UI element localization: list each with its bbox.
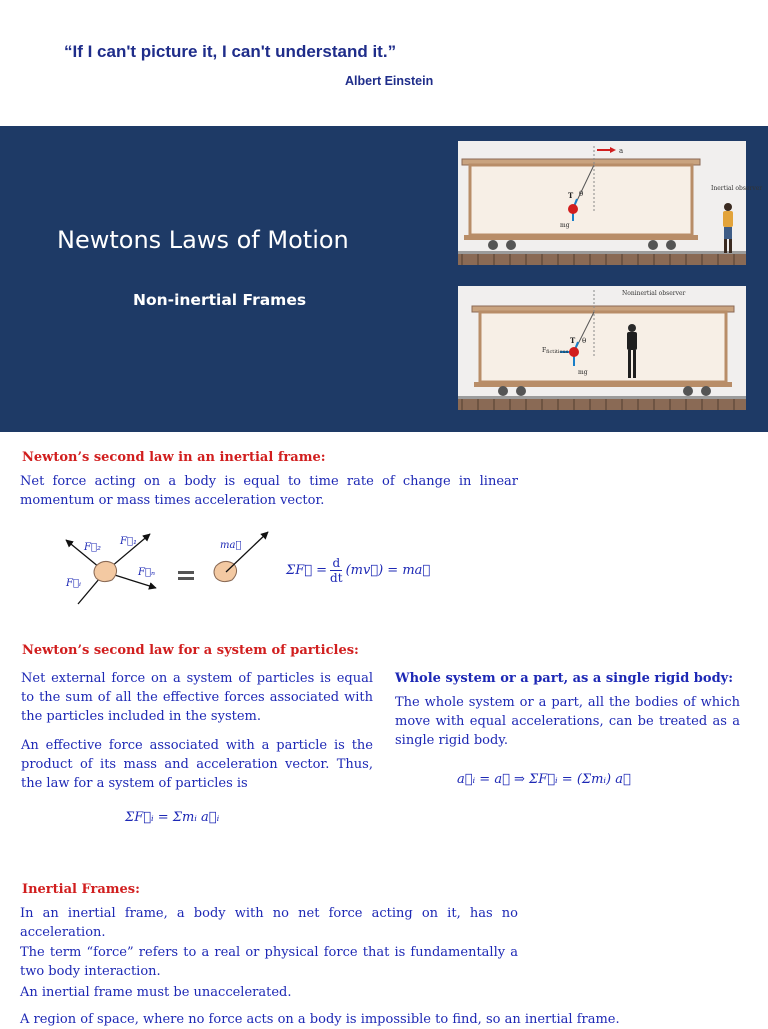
section1-body: Net force acting on a body is equal to time rate of change in linear momentum or mass times acceleration vector.	[20, 474, 518, 508]
quote-author: Albert Einstein	[345, 74, 434, 88]
newton-second-law-formula	[286, 556, 430, 585]
inertial-frame-figure	[458, 141, 763, 265]
formula-d: d	[332, 556, 341, 570]
theta-label-2: θ	[582, 337, 587, 345]
page-subtitle: Non-inertial Frames	[133, 291, 307, 309]
formula-dt: dt	[330, 571, 343, 585]
fictitious-force-label: Ffictitious	[542, 347, 569, 355]
rigid-body-formula: a⃗ᵢ = a⃗ ⇒ ΣF⃗ᵢ = (Σmᵢ) a⃗	[457, 772, 631, 787]
accel-label: a	[619, 147, 624, 155]
railcar-noninertial-illustration	[458, 286, 746, 410]
force-label-n: F⃗ₙ	[138, 567, 155, 578]
page-title: Newtons Laws of Motion	[57, 226, 349, 254]
observer-label: Inertial observer	[711, 185, 763, 192]
inertial-line-1: In an inertial frame, a body with no net force acting on it, has no acceleration.	[20, 906, 518, 940]
railcar-inertial-illustration	[458, 141, 763, 265]
force-diagram	[56, 528, 286, 608]
observer-label-2: Noninertial observer	[622, 290, 686, 297]
quote-text: “If I can't picture it, I can't understand it.”	[64, 42, 397, 61]
ma-label: ma⃗	[220, 540, 242, 551]
weight-label-2: mg	[578, 369, 588, 376]
inertial-line-4: A region of space, where no force acts on a body is impossible to find, so an inertial frame.	[20, 1012, 620, 1027]
formula-rest: (mv⃗) = ma⃗	[345, 563, 431, 578]
tension-label-2: T	[570, 336, 576, 345]
force-label-1: F⃗₁	[120, 536, 137, 547]
particle-system-formula: ΣF⃗ᵢ = Σmᵢ a⃗ᵢ	[125, 810, 220, 825]
theta-label: θ	[579, 190, 584, 198]
section-heading-particles: Newton’s second law for a system of particles:	[22, 643, 359, 658]
force-label-2: F⃗₂	[84, 542, 101, 553]
section-heading-inertial-frames: Inertial Frames:	[22, 882, 140, 897]
inertial-line-2: The term “force” refers to a real or physical force that is fundamentally a two body interaction.	[20, 945, 518, 979]
formula-sigma: ΣF⃗ =	[286, 563, 328, 578]
tension-label: T	[568, 191, 574, 200]
rigid-body-text: The whole system or a part, all the bodies of which move with equal accelerations, can be treated as a single rigid body.	[395, 695, 740, 748]
force-label-i: F⃗ᵢ	[66, 578, 81, 589]
formula-derivative	[330, 556, 343, 585]
section-heading-inertial-frame: Newton’s second law in an inertial frame:	[22, 450, 326, 465]
section2-para1: Net external force on a system of particles is equal to the sum of all the effective forces associated with the particles included in the system.	[21, 671, 373, 724]
section2-para2: An effective force associated with a particle is the product of its mass and acceleration vector. Thus, the law for a system of particles is	[21, 738, 373, 791]
rigid-body-heading: Whole system or a part, as a single rigid body:	[395, 671, 734, 686]
noninertial-frame-figure	[458, 286, 746, 410]
inertial-line-3: An inertial frame must be unaccelerated.	[20, 985, 292, 1000]
particle-force-diagram	[56, 528, 286, 608]
weight-label: mg	[560, 222, 570, 229]
